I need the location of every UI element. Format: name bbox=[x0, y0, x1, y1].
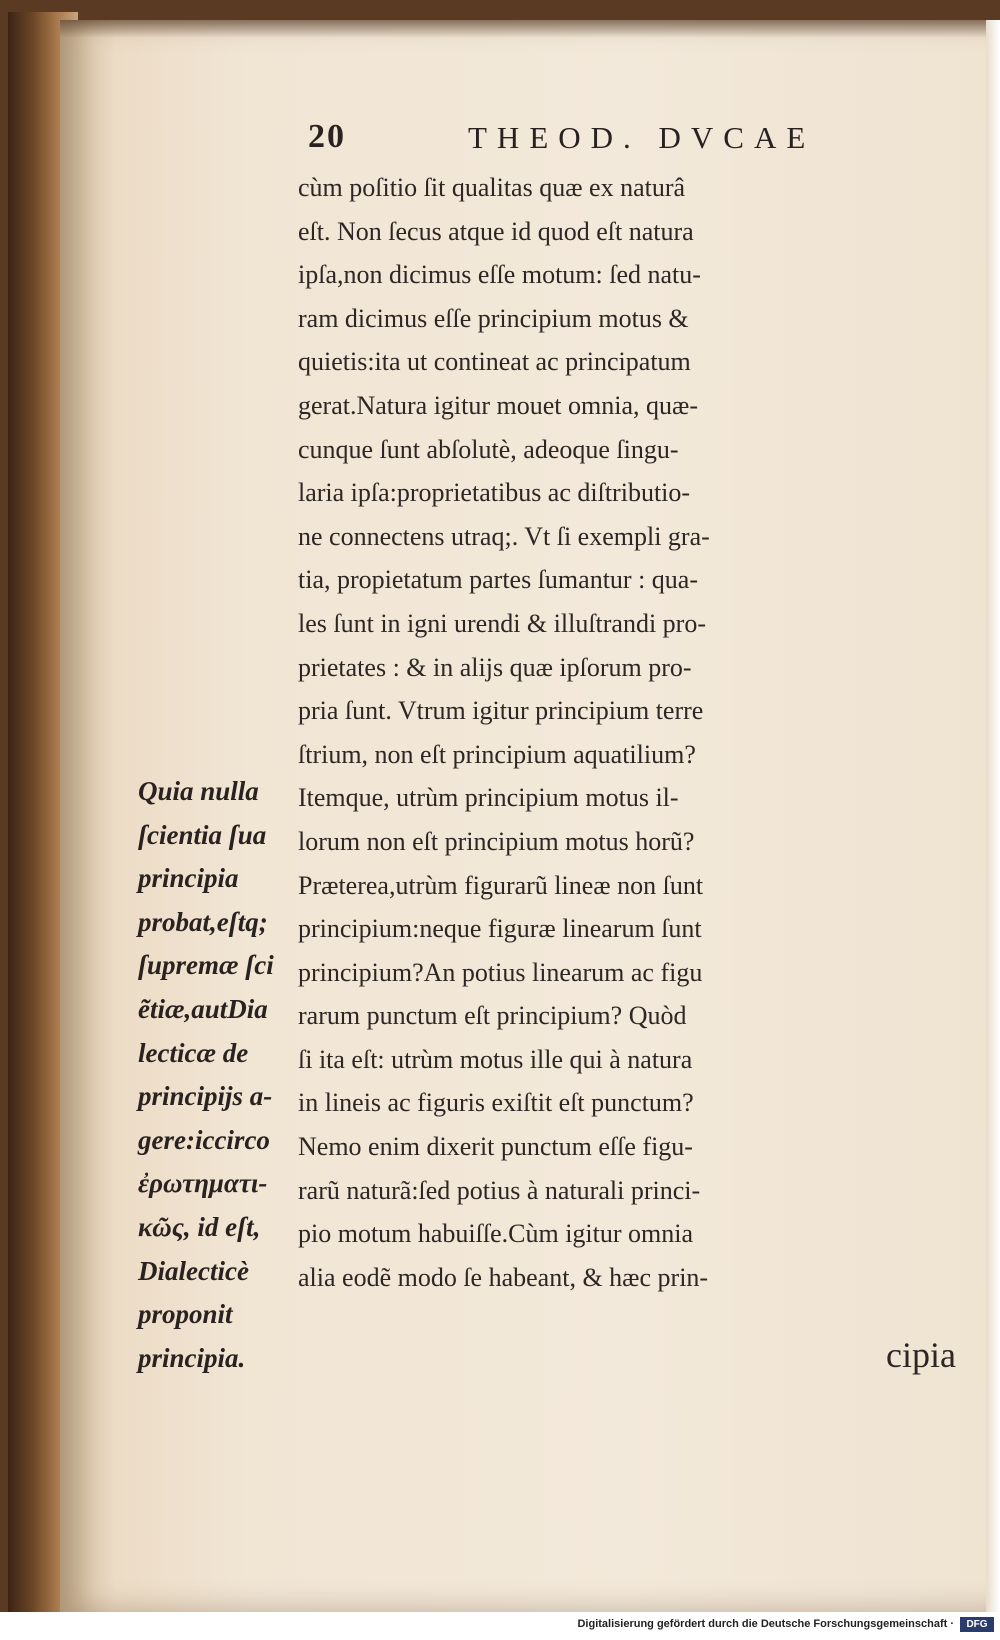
footer-bar bbox=[0, 1612, 1000, 1640]
text-line: prietates : & in alijs quæ ipſorum pro- bbox=[298, 652, 692, 682]
text-line: ram dicimus eſſe principium motus & bbox=[298, 303, 689, 333]
running-head: THEOD. DVCAE bbox=[468, 120, 816, 155]
marginal-note bbox=[138, 770, 286, 1380]
text-line: lorum non eſt principium motus horũ? bbox=[298, 826, 695, 856]
marginal-line: principijs a- bbox=[138, 1081, 273, 1112]
text-line: rarum punctum eſt principium? Quòd bbox=[298, 1001, 687, 1031]
text-line: principium?An potius linearum ac figu bbox=[298, 957, 703, 987]
text-line: cùm poſitio ſit qualitas quæ ex naturâ bbox=[298, 173, 686, 202]
text-line: pria ſunt. Vtrum igitur principium terre bbox=[298, 696, 704, 726]
text-line: ne connectens utraq;. Vt ſi exempli gra- bbox=[298, 521, 710, 551]
text-line: eſt. Non ſecus atque id quod eſt natura bbox=[298, 216, 694, 246]
marginal-line: gere:iccirco bbox=[138, 1124, 270, 1155]
catchword: cipia bbox=[886, 1335, 956, 1375]
text-line: pio motum habuiſſe.Cùm igitur omnia bbox=[298, 1219, 694, 1249]
text-line: Itemque, utrùm principium motus il- bbox=[298, 783, 679, 813]
main-text-block bbox=[298, 166, 988, 1299]
text-line: quietis:ita ut contineat ac principatum bbox=[298, 347, 691, 377]
text-line: ſi ita eſt: utrùm motus ille qui à natura bbox=[298, 1044, 693, 1074]
page-number: 20 bbox=[308, 118, 346, 155]
text-line: alia eodẽ modo ſe habeant, & hæc prin- bbox=[298, 1262, 709, 1292]
marginal-line: ẽtiæ,autDia bbox=[138, 993, 268, 1024]
marginal-line: ſcientia ſua bbox=[138, 819, 267, 850]
dfg-logo-icon: DFG bbox=[960, 1617, 994, 1632]
text-line: Nemo enim dixerit punctum eſſe figu- bbox=[298, 1132, 693, 1162]
text-line: cunque ſunt abſolutè, adeoque ſingu- bbox=[298, 434, 679, 464]
marginal-line: ἐρωτηματι- bbox=[138, 1168, 268, 1199]
text-line: principium:neque figuræ linearum ſunt bbox=[298, 914, 702, 944]
marginal-line: Quia nulla bbox=[138, 776, 259, 806]
page-header bbox=[308, 118, 868, 162]
marginal-line: Dialecticè bbox=[138, 1255, 249, 1286]
marginal-line: principia bbox=[138, 863, 239, 894]
text-line: rarũ naturã:ſed potius à naturali princi- bbox=[298, 1175, 701, 1205]
text-line: Præterea,utrùm figurarũ lineæ non ſunt bbox=[298, 870, 704, 900]
text-line: gerat.Natura igitur mouet omnia, quæ- bbox=[298, 390, 699, 420]
text-line: ipſa,non dicimus eſſe motum: ſed natu- bbox=[298, 260, 701, 290]
text-line: ſtrium, non eſt principium aquatilium? bbox=[298, 739, 696, 769]
text-line: les ſunt in igni urendi & illuſtrandi pro- bbox=[298, 608, 707, 638]
text-line: in lineis ac figuris exiſtit eſt punctum? bbox=[298, 1088, 694, 1118]
marginal-line: proponit bbox=[138, 1299, 233, 1330]
text-line: tia, propietatum partes ſumantur : qua- bbox=[298, 565, 698, 595]
marginal-line: probat,eſtq; bbox=[138, 906, 268, 937]
marginal-line: ſupremæ ſci bbox=[138, 950, 274, 981]
text-line: laria ipſa:proprietatibus ac diſtributio- bbox=[298, 478, 691, 508]
marginal-line: κῶς, id eſt, bbox=[138, 1211, 261, 1242]
page-right-edge bbox=[986, 20, 1000, 1612]
page-top-shadow bbox=[60, 20, 1000, 38]
marginal-line: lecticæ de bbox=[138, 1037, 249, 1068]
marginal-line: principia. bbox=[138, 1342, 246, 1373]
funding-credit: Digitalisierung gefördert durch die Deutsche Forschungsgemeinschaft · bbox=[577, 1618, 954, 1630]
